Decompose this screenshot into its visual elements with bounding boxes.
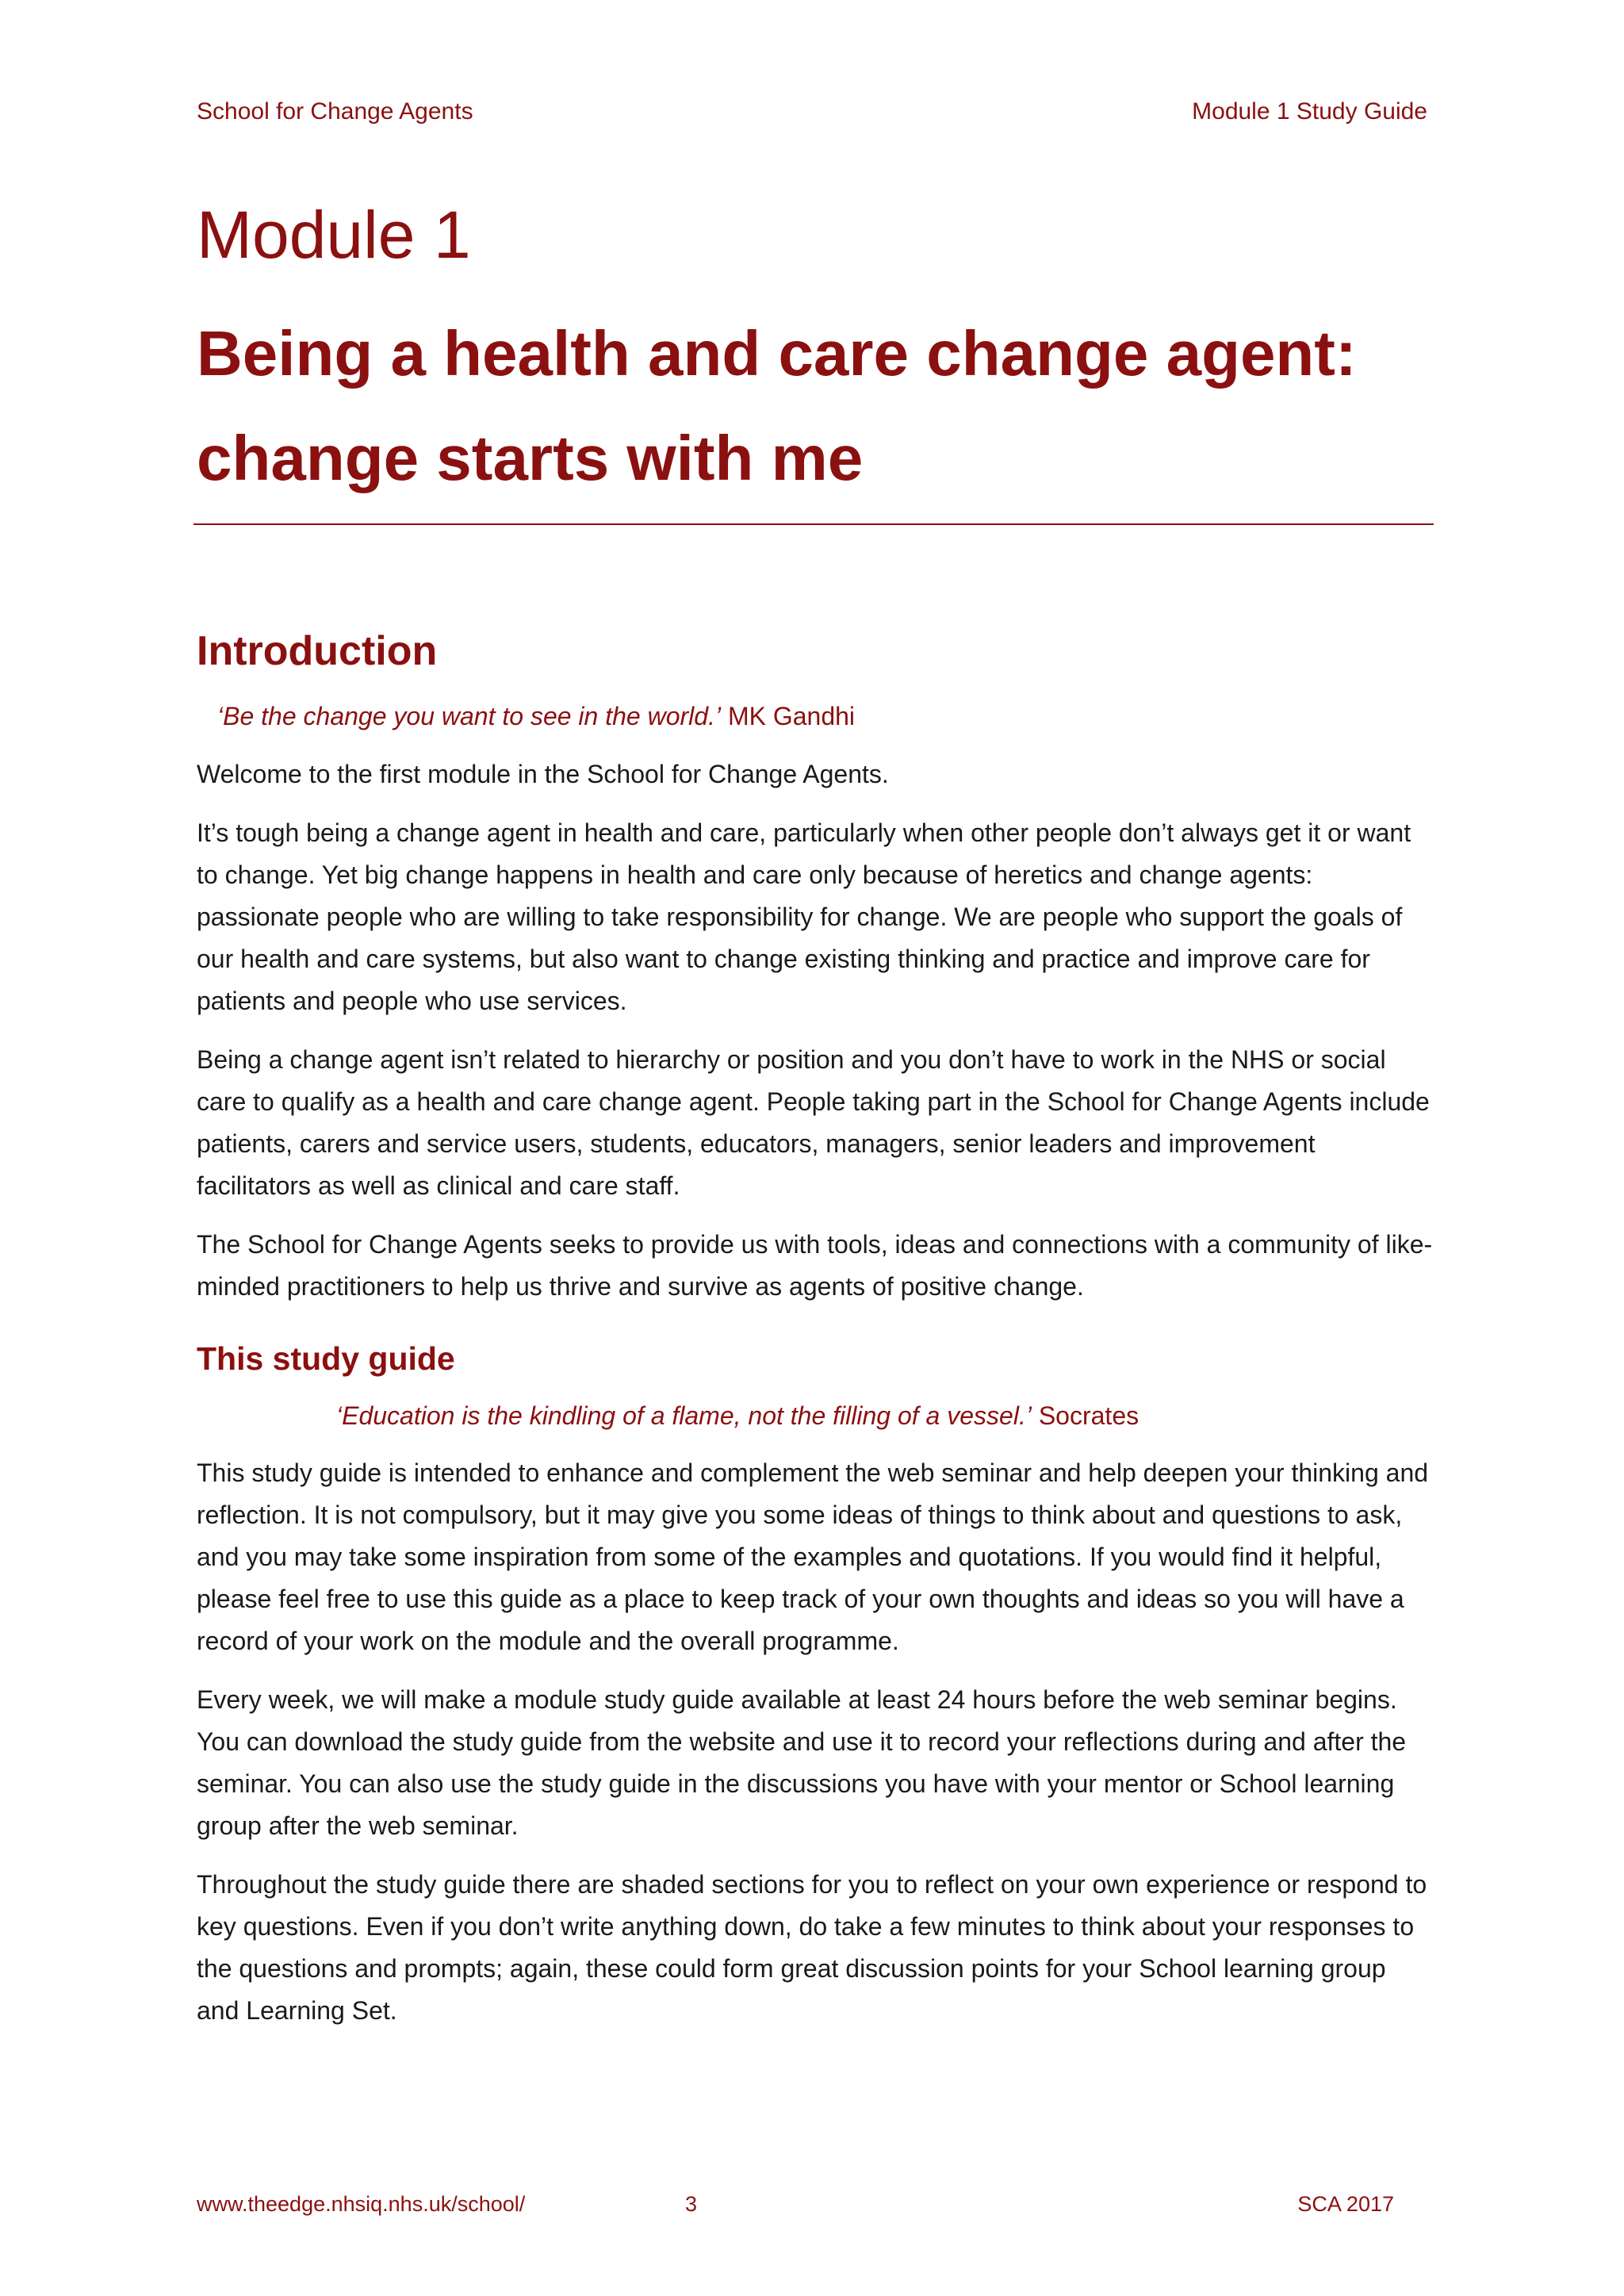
guide-paragraph-3: Throughout the study guide there are shaded sections for you to reflect on your own experience or respond to key questions. Even if you don’t write anything down, do take a few minutes to think about your responses to the questions and prompts; again, these could form great discussion points for your School learning group and Learning Set.	[197, 1869, 1427, 2025]
footer-page-number: 3	[685, 2192, 698, 2216]
header-guide-name: Module 1 Study Guide	[1192, 98, 1427, 125]
module-label: Module 1	[197, 197, 471, 272]
study-guide-heading: This study guide	[197, 1340, 455, 1377]
running-header	[197, 98, 1427, 125]
gandhi-quote-text: ‘Be the change you want to see in the world.’	[217, 702, 722, 731]
module-title-line-2: change starts with me	[197, 423, 864, 493]
introduction-heading: Introduction	[197, 628, 438, 674]
guide-paragraph-1: This study guide is intended to enhance and complement the web seminar and help deepen your thinking and reflection. It is not compulsory, but it may give you some ideas of things to think about and questions to ask, and you may take some inspiration from some of the examples and quotations. If you would find it helpful, please feel free to use this guide as a place to keep track of your own thoughts and ideas so you will have a record of your work on the module and the overall programme.	[197, 1458, 1429, 1655]
header-school-name: School for Change Agents	[197, 98, 473, 125]
body-content	[197, 627, 1434, 2049]
socrates-quote-text: ‘Education is the kindling of a flame, not the filling of a vessel.’	[336, 1401, 1032, 1430]
module-title	[197, 301, 1434, 511]
intro-paragraph-4: The School for Change Agents seeks to provide us with tools, ideas and connections with a community of like-minded practitioners to help us thrive and survive as agents of positive change.	[197, 1229, 1433, 1301]
guide-paragraph-2: Every week, we will make a module study guide available at least 24 hours before the web seminar begins. You can download the study guide from the website and use it to record your reflections during and after the seminar. You can also use the study guide in the discussions you have with your mentor or School learning group after the web seminar.	[197, 1685, 1407, 1840]
module-title-line-1: Being a health and care change agent:	[197, 318, 1357, 389]
intro-paragraph-1: Welcome to the first module in the School for Change Agents.	[197, 759, 889, 788]
gandhi-quote	[197, 696, 1434, 737]
footer-sca-year: SCA 2017	[1297, 2192, 1394, 2216]
socrates-quote	[197, 1396, 1434, 1436]
socrates-quote-author: Socrates	[1038, 1401, 1139, 1430]
intro-paragraph-3: Being a change agent isn’t related to hierarchy or position and you don’t have to work in the NHS or social care to qualify as a health and care change agent. People taking part in the School for Change Agents include patients, carers and service users, students, educators, managers, senior leaders and improvement facilitators as well as clinical and care staff.	[197, 1045, 1430, 1200]
footer-url: www.theedge.nhsiq.nhs.uk/school/	[197, 2192, 526, 2216]
title-divider	[193, 523, 1434, 525]
gandhi-quote-author: MK Gandhi	[727, 702, 856, 731]
intro-paragraph-2: It’s tough being a change agent in health and care, particularly when other people don’t always get it or want to change. Yet big change happens in health and care only because of heretics and change agents: passionate people who are willing to take responsibility for change. We are people who support the goals of our health and care systems, but also want to change existing thinking and practice and improve care for patients and people who use services.	[197, 818, 1411, 1015]
